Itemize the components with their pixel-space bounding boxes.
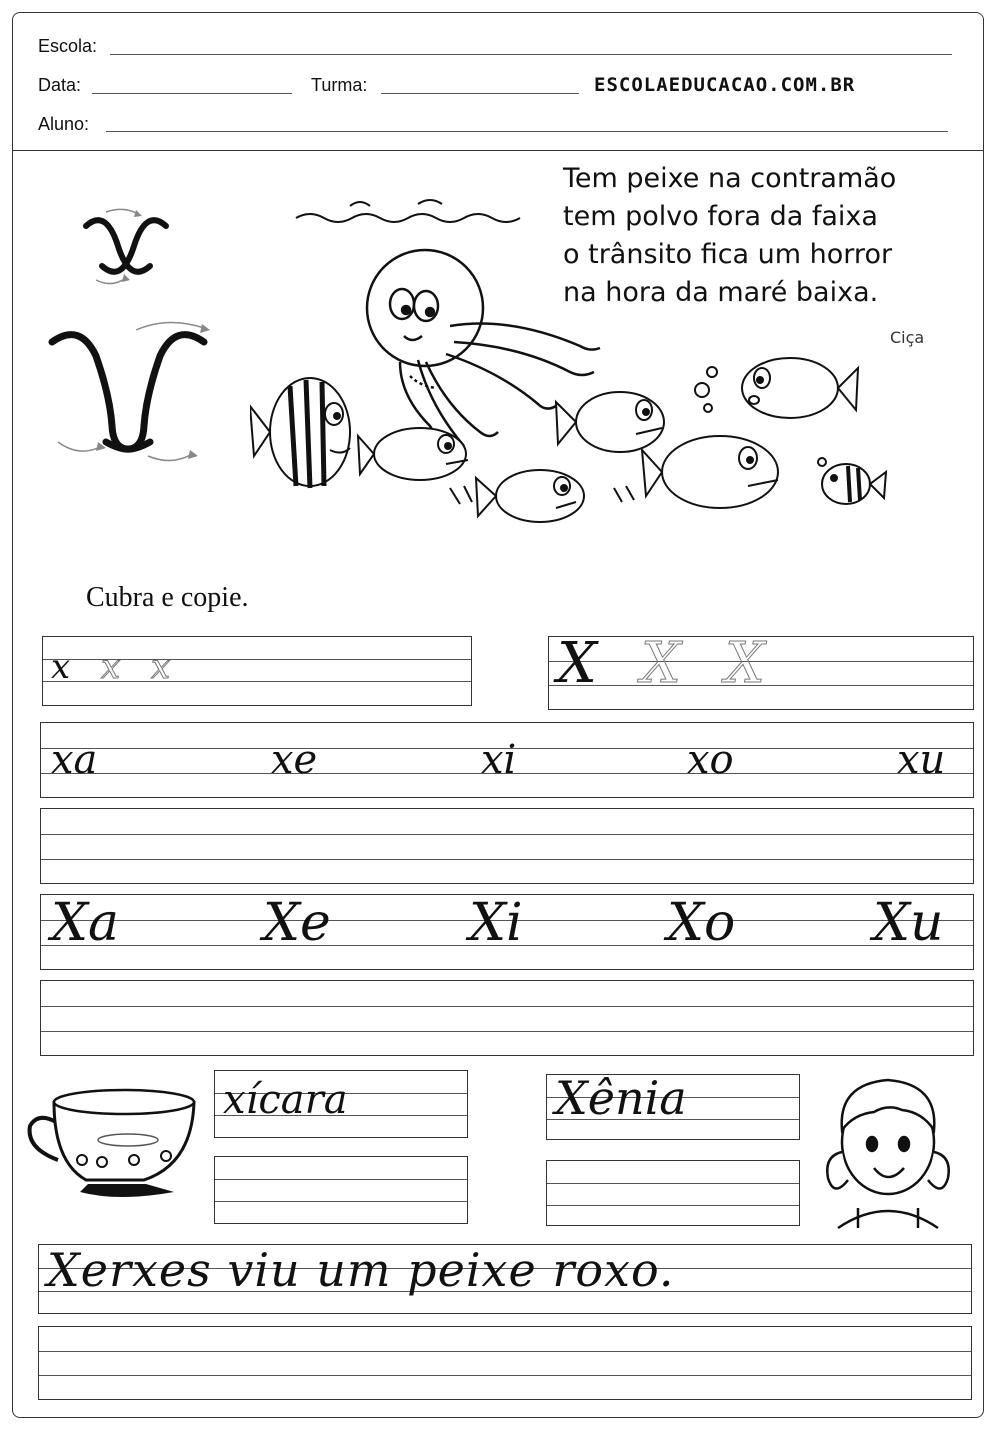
sea-waves-icon — [296, 200, 520, 222]
poem-line: tem polvo fora da faixa — [563, 201, 878, 232]
brand-logo-text: ESCOLAEDUCACAO.COM.BR — [594, 74, 856, 96]
school-field[interactable] — [110, 54, 952, 55]
word-xicara-copy-box[interactable] — [214, 1156, 468, 1224]
syllable-xe: xe — [271, 737, 318, 783]
uppercase-x-trace: X — [641, 636, 681, 696]
lowercase-x-sample: x — [51, 647, 71, 687]
uppercase-syllables-box[interactable] — [40, 894, 974, 970]
school-label: Escola: — [38, 36, 98, 56]
sentence-text: Xerxes viu um peixe roxo. — [47, 1244, 675, 1297]
uppercase-x-stroke-guide-icon — [40, 316, 220, 472]
sentence-copy-box[interactable] — [38, 1326, 972, 1400]
word-xenia: Xênia — [555, 1074, 687, 1125]
lowercase-x-trace: x — [151, 647, 171, 687]
poem-line: Tem peixe na contramão — [563, 163, 897, 194]
uppercase-x-trace: X — [725, 636, 765, 696]
fish-tiny-striped-icon — [818, 458, 886, 504]
instruction-text: Cubra e copie. — [86, 582, 249, 613]
sentence-box[interactable] — [38, 1244, 972, 1314]
poem-line: na hora da maré baixa. — [563, 277, 879, 308]
class-field[interactable] — [381, 93, 579, 94]
syllable-Xo: Xo — [667, 894, 736, 953]
lowercase-x-trace: x — [101, 647, 121, 687]
date-label: Data: — [38, 75, 82, 95]
fish-small-1-icon — [358, 428, 468, 480]
fish-small-2-icon — [450, 470, 584, 522]
word-xicara: xícara — [223, 1077, 348, 1123]
syllable-xi: xi — [481, 737, 517, 783]
poem — [563, 160, 896, 312]
lowercase-syllables-box[interactable] — [40, 722, 974, 798]
fish-medium-1-icon — [556, 392, 664, 452]
syllable-Xi: Xi — [469, 894, 523, 953]
copy-lines-box-2[interactable] — [40, 980, 974, 1056]
class-label: Turma: — [311, 75, 368, 95]
fish-surprised-icon — [695, 358, 858, 418]
lowercase-x-stroke-guide-icon — [76, 204, 176, 288]
student-field[interactable] — [106, 131, 948, 132]
poem-author: Ciça — [890, 328, 925, 347]
lowercase-letter-practice-box[interactable] — [42, 636, 472, 706]
syllable-xa: xa — [51, 737, 98, 783]
word-xicara-box[interactable] — [214, 1070, 468, 1138]
syllable-Xu: Xu — [873, 894, 944, 953]
word-xenia-copy-box[interactable] — [546, 1160, 800, 1226]
syllable-xo: xo — [687, 737, 734, 783]
teacup-icon — [24, 1088, 200, 1200]
girl-face-icon — [818, 1068, 958, 1232]
poem-line: o trânsito fica um horror — [563, 239, 893, 270]
word-xenia-box[interactable] — [546, 1074, 800, 1140]
copy-lines-box-1[interactable] — [40, 808, 974, 884]
student-label: Aluno: — [38, 114, 90, 134]
header-divider — [12, 150, 984, 151]
uppercase-x-sample: X — [557, 636, 597, 696]
uppercase-letter-practice-box[interactable] — [548, 636, 974, 710]
date-field[interactable] — [92, 93, 292, 94]
syllable-xu: xu — [897, 737, 946, 783]
striped-fish-icon — [250, 378, 350, 488]
syllable-Xe: Xe — [263, 894, 331, 953]
syllable-Xa: Xa — [51, 894, 120, 953]
